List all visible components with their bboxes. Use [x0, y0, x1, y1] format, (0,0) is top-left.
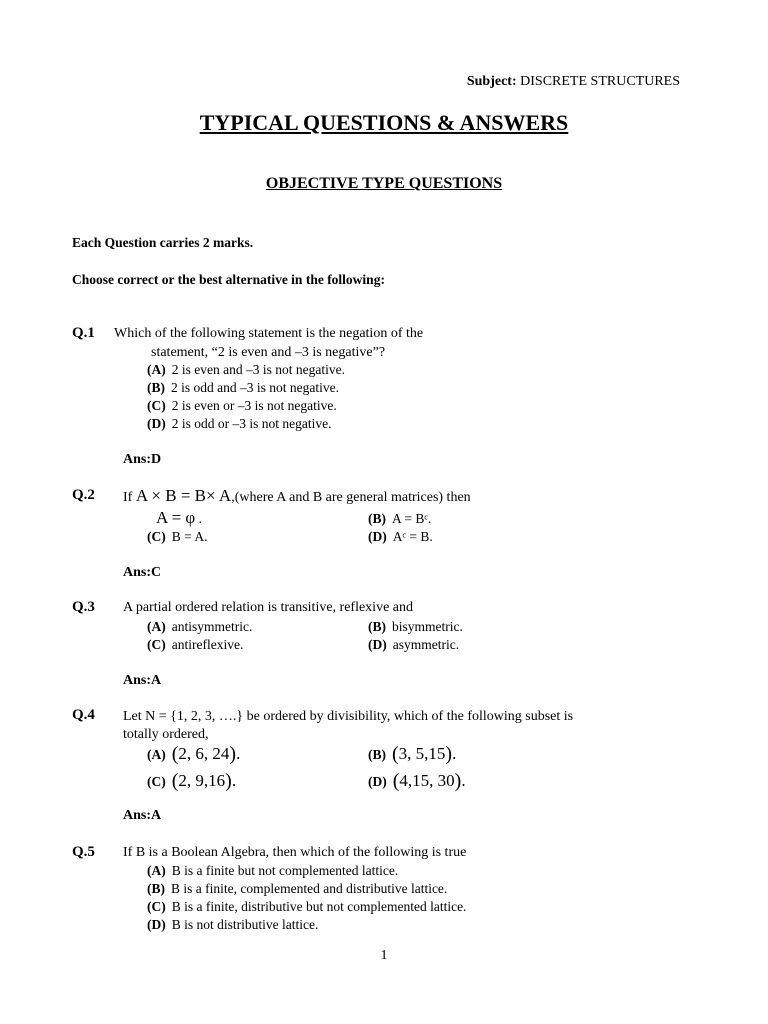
option-label: (B)	[147, 380, 165, 395]
option-d	[147, 416, 331, 432]
question-number: Q.4	[72, 707, 95, 723]
question-text-prefix: If	[123, 490, 136, 505]
question-number: Q.5	[72, 844, 95, 860]
subject-line	[467, 74, 680, 90]
section-title: OBJECTIVE TYPE QUESTIONS	[265, 175, 503, 192]
option-d	[368, 770, 466, 793]
option-text: .	[195, 511, 202, 526]
option-tail: .	[236, 744, 241, 763]
option-text: 2, 6, 24	[178, 744, 230, 763]
option-text: B is a finite, complemented and distributive lattice.	[171, 881, 448, 896]
option-text: B is a finite, distributive but not complemented lattice.	[171, 899, 467, 914]
option-text: antireflexive.	[171, 637, 244, 652]
option-label: (A)	[147, 863, 166, 878]
option-text: 2 is odd or –3 is not negative.	[171, 416, 332, 431]
question-text: totally ordered,	[123, 727, 209, 742]
option-label: (D)	[147, 917, 166, 932]
option-label: (C)	[147, 637, 166, 652]
option-label: (B)	[147, 881, 165, 896]
option-a	[147, 362, 345, 378]
left-paren: (	[392, 743, 399, 765]
question-text-suffix: ,(where A and B are general matrices) then	[231, 490, 471, 505]
option-tail: .	[452, 744, 457, 763]
option-b	[147, 881, 447, 897]
option-tail: .	[231, 771, 237, 790]
option-b	[368, 743, 456, 766]
page-title: TYPICAL QUESTIONS & ANSWERS	[199, 110, 569, 135]
left-paren: (	[171, 743, 179, 765]
option-b	[368, 511, 431, 527]
option-text: bisymmetric.	[392, 619, 463, 634]
option-label: (C)	[147, 774, 166, 789]
right-paren: )	[454, 770, 462, 792]
answer: Ans:A	[123, 673, 162, 688]
question-text: Which of the following statement is the negation of the	[114, 326, 424, 341]
math-expression: A = φ	[156, 508, 196, 527]
option-text: 2 is even and –3 is not negative.	[171, 362, 345, 377]
option-label: (D)	[368, 774, 387, 789]
question-text: Let N = {1, 2, 3, ….} be ordered by divisibility, which of the following subset is	[123, 709, 574, 724]
question-number: Q.1	[72, 325, 95, 341]
question-text: statement, “2 is even and –3 is negative”?	[151, 345, 386, 360]
left-paren: (	[171, 770, 179, 792]
question-text	[123, 486, 471, 506]
answer: Ans:D	[123, 452, 162, 467]
option-a	[156, 508, 202, 528]
option-text: asymmetric.	[392, 637, 460, 652]
left-paren: (	[392, 770, 400, 792]
option-c	[147, 899, 466, 915]
question-number: Q.2	[72, 487, 95, 503]
option-label: (B)	[368, 511, 386, 526]
option-text: A = Bᶜ.	[392, 511, 432, 526]
option-b	[368, 619, 463, 635]
option-text: B = A.	[171, 529, 208, 544]
answer: Ans:C	[123, 565, 162, 580]
option-label: (C)	[147, 398, 166, 413]
option-text: 4,15, 30	[399, 771, 455, 790]
option-label: (A)	[147, 619, 166, 634]
option-c	[147, 637, 243, 653]
option-b	[147, 380, 339, 396]
option-label: (A)	[147, 747, 166, 762]
option-tail: .	[461, 771, 466, 790]
option-c	[147, 398, 337, 414]
option-d	[368, 637, 459, 653]
choose-instruction: Choose correct or the best alternative in the following:	[72, 272, 385, 287]
option-label: (D)	[368, 529, 387, 544]
question-text: A partial ordered relation is transitive, reflexive and	[123, 600, 414, 615]
option-text: 2, 9,16	[178, 771, 226, 790]
option-text: 3, 5,15	[398, 744, 446, 763]
option-label: (D)	[147, 416, 166, 431]
option-d	[147, 917, 318, 933]
option-label: (A)	[147, 362, 166, 377]
option-label: (B)	[368, 747, 386, 762]
right-paren: )	[225, 770, 232, 792]
option-label: (B)	[368, 619, 386, 634]
option-c	[147, 529, 208, 545]
math-expression: A × B = B× A	[135, 486, 232, 505]
option-label: (C)	[147, 899, 166, 914]
right-paren: )	[445, 743, 453, 765]
answer: Ans:A	[123, 808, 162, 823]
subject-label: Subject:	[466, 74, 517, 89]
option-text: 2 is odd and –3 is not negative.	[171, 380, 339, 395]
option-text: 2 is even or –3 is not negative.	[171, 398, 337, 413]
option-a	[147, 743, 240, 766]
option-d	[368, 529, 433, 545]
option-text: B is a finite but not complemented lattice.	[171, 863, 399, 878]
option-a	[147, 863, 398, 879]
option-text: Aᶜ = B.	[392, 529, 433, 544]
marks-instruction: Each Question carries 2 marks.	[72, 235, 254, 250]
option-label: (D)	[368, 637, 387, 652]
option-text: B is not distributive lattice.	[171, 917, 319, 932]
question-text: If B is a Boolean Algebra, then which of the following is true	[123, 845, 467, 860]
subject-value: DISCRETE STRUCTURES	[520, 74, 680, 89]
option-text: antisymmetric.	[171, 619, 253, 634]
option-label: (C)	[147, 529, 166, 544]
question-number: Q.3	[72, 599, 95, 615]
option-c	[147, 770, 236, 793]
page-number: 1	[380, 948, 388, 963]
right-paren: )	[229, 743, 237, 765]
option-a	[147, 619, 252, 635]
